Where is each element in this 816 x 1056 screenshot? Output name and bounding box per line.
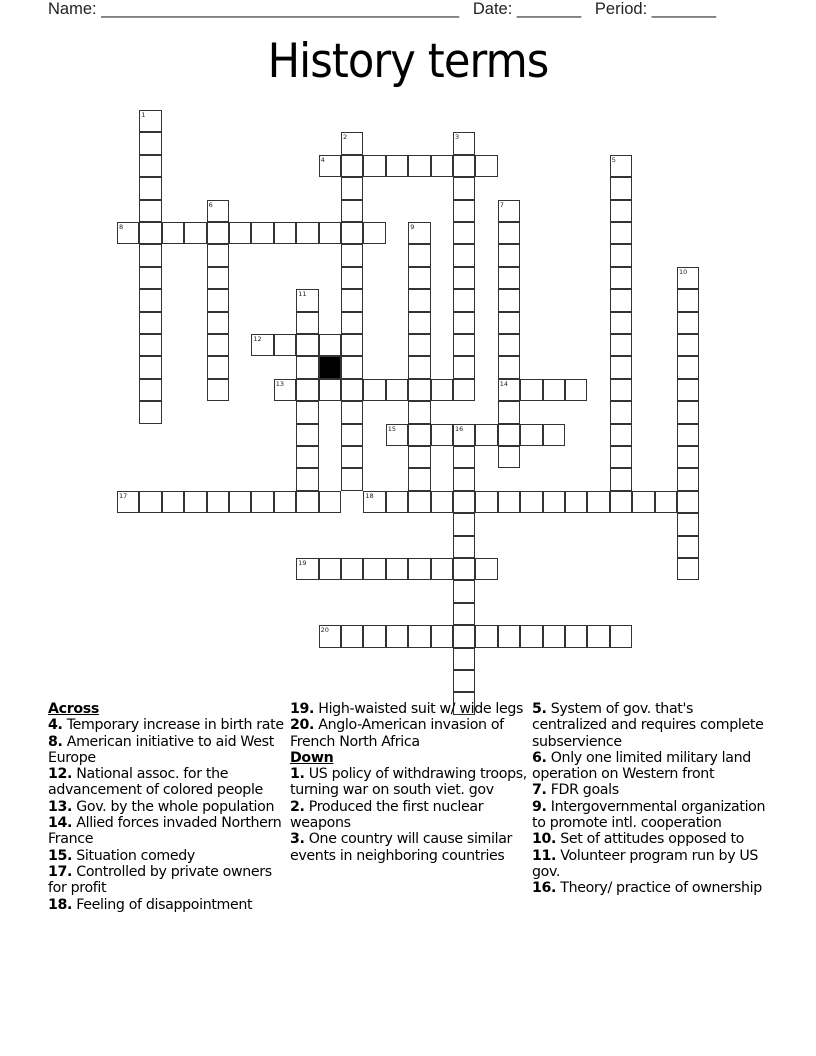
- grid-cell[interactable]: [139, 222, 161, 244]
- date-label: Date:: [472, 0, 513, 18]
- clue-text: Anglo-American invasion of French North Africa: [290, 717, 504, 750]
- grid-cell[interactable]: [319, 155, 341, 177]
- grid-cell[interactable]: [229, 491, 251, 513]
- grid-cell[interactable]: [677, 468, 699, 490]
- grid-cell[interactable]: [386, 491, 408, 513]
- grid-cell[interactable]: [498, 401, 520, 423]
- grid-cell[interactable]: [610, 200, 632, 222]
- clue-number: 10.: [532, 831, 557, 848]
- grid-cell[interactable]: [296, 491, 318, 513]
- grid-cell[interactable]: [363, 625, 385, 647]
- grid-cell[interactable]: [610, 267, 632, 289]
- grid-cell[interactable]: [408, 334, 430, 356]
- clue-number: 1.: [290, 766, 305, 783]
- grid-cell[interactable]: [274, 491, 296, 513]
- cell-number: 18: [365, 491, 374, 500]
- cell-number: 6: [208, 200, 213, 209]
- grid-cell[interactable]: [296, 468, 318, 490]
- cell-number: 10: [679, 267, 688, 276]
- grid-cell[interactable]: [453, 446, 475, 468]
- name-label: Name:: [48, 0, 97, 18]
- clue-text: Only one limited military land operation on Western front: [532, 749, 751, 783]
- grid-cell[interactable]: [431, 155, 453, 177]
- grid-cell[interactable]: [341, 200, 363, 222]
- grid-cell[interactable]: [677, 401, 699, 423]
- grid-cell[interactable]: [587, 625, 609, 647]
- grid-cell[interactable]: [610, 468, 632, 490]
- clue-number: 20.: [290, 717, 315, 734]
- clue-text: Set of attitudes opposed to: [560, 831, 745, 848]
- grid-cell[interactable]: [610, 155, 632, 177]
- grid-cell[interactable]: [408, 491, 430, 513]
- clue-text: Situation comedy: [76, 847, 195, 864]
- grid-cell[interactable]: [543, 625, 565, 647]
- grid-cell[interactable]: [677, 536, 699, 558]
- clue-text: Feeling of disappointment: [76, 896, 253, 913]
- name-field[interactable]: _______________________________________: [101, 0, 460, 18]
- clue-across-8: [48, 734, 288, 767]
- grid-cell[interactable]: [498, 244, 520, 266]
- grid-cell[interactable]: [386, 424, 408, 446]
- clue-text: Produced the first nuclear weapons: [290, 798, 484, 832]
- grid-cell[interactable]: [453, 491, 475, 513]
- grid-cell[interactable]: [655, 491, 677, 513]
- grid-cell[interactable]: [296, 289, 318, 311]
- grid-cell[interactable]: [251, 334, 273, 356]
- grid-cell[interactable]: [453, 356, 475, 378]
- clue-text: Volunteer program run by US gov.: [532, 847, 759, 880]
- grid-cell[interactable]: [319, 379, 341, 401]
- grid-cell[interactable]: [139, 356, 161, 378]
- grid-cell[interactable]: [610, 424, 632, 446]
- clue-text: Intergovernmental organization to promote intl. cooperation: [532, 798, 766, 832]
- clue-text: Allied forces invaded Northern France: [48, 815, 282, 848]
- cell-number: 15: [387, 424, 397, 433]
- clue-text: High-waisted suit w/ wide legs: [318, 701, 524, 717]
- cell-number: 11: [298, 290, 307, 299]
- grid-cell[interactable]: [408, 356, 430, 378]
- grid-cell[interactable]: [565, 625, 587, 647]
- grid-cell[interactable]: [139, 200, 161, 222]
- clue-across-4: [48, 717, 288, 733]
- grid-cell[interactable]: [386, 155, 408, 177]
- grid-cell[interactable]: [139, 155, 161, 177]
- grid-cell[interactable]: [677, 267, 699, 289]
- grid-cell[interactable]: [520, 379, 542, 401]
- grid-cell[interactable]: [431, 379, 453, 401]
- grid-cell[interactable]: [408, 424, 430, 446]
- clue-down-11: [532, 848, 772, 881]
- grid-cell[interactable]: [319, 334, 341, 356]
- grid-cell[interactable]: [498, 356, 520, 378]
- grid-cell[interactable]: [341, 468, 363, 490]
- grid-cell[interactable]: [341, 244, 363, 266]
- clue-number: 12.: [48, 766, 73, 783]
- grid-cell[interactable]: [296, 312, 318, 334]
- grid-cell[interactable]: [341, 379, 363, 401]
- grid-cell[interactable]: [341, 558, 363, 580]
- grid-cell[interactable]: [610, 244, 632, 266]
- clue-number: 6.: [532, 749, 547, 766]
- grid-cell[interactable]: [319, 625, 341, 647]
- clue-number: 9.: [532, 798, 547, 815]
- grid-cell[interactable]: [207, 267, 229, 289]
- cell-number: 3: [455, 133, 460, 142]
- clue-number: 2.: [290, 798, 305, 815]
- grid-cell[interactable]: [431, 625, 453, 647]
- grid-cell[interactable]: [229, 222, 251, 244]
- clue-across-19: [290, 701, 530, 717]
- clue-number: 18.: [48, 896, 73, 913]
- clue-down-16: [532, 880, 772, 896]
- grid-cell[interactable]: [408, 312, 430, 334]
- grid-cell[interactable]: [453, 603, 475, 625]
- grid-cell[interactable]: [453, 424, 475, 446]
- grid-cell[interactable]: [296, 446, 318, 468]
- grid-cell[interactable]: [543, 424, 565, 446]
- cell-number: 17: [119, 491, 128, 500]
- grid-cell[interactable]: [139, 334, 161, 356]
- date-field[interactable]: _______: [516, 0, 582, 18]
- grid-cell[interactable]: [341, 155, 363, 177]
- grid-cell[interactable]: [677, 289, 699, 311]
- grid-cell[interactable]: [431, 491, 453, 513]
- clue-across-14: [48, 815, 288, 848]
- clue-text: Temporary increase in birth rate: [66, 717, 284, 734]
- grid-cell[interactable]: [139, 132, 161, 154]
- grid-cell[interactable]: [341, 625, 363, 647]
- across-heading: Across: [48, 701, 99, 717]
- grid-cell[interactable]: [610, 401, 632, 423]
- grid-cell[interactable]: [453, 580, 475, 602]
- cell-number: 1: [141, 111, 146, 119]
- grid-cell[interactable]: [341, 334, 363, 356]
- grid-cell[interactable]: [274, 379, 296, 401]
- grid-cell[interactable]: [319, 491, 341, 513]
- clues-column-1: [48, 701, 288, 913]
- grid-cell[interactable]: [139, 267, 161, 289]
- grid-cell[interactable]: [587, 491, 609, 513]
- cell-number: 2: [343, 133, 348, 142]
- grid-cell[interactable]: [207, 379, 229, 401]
- down-heading: Down: [290, 749, 334, 766]
- grid-cell[interactable]: [475, 491, 497, 513]
- period-label: Period:: [594, 0, 648, 18]
- grid-cell[interactable]: [139, 312, 161, 334]
- grid-cell[interactable]: [498, 222, 520, 244]
- grid-cell[interactable]: [431, 558, 453, 580]
- grid-cell[interactable]: [610, 334, 632, 356]
- clue-across-15: [48, 848, 288, 864]
- grid-cell[interactable]: [475, 625, 497, 647]
- grid-cell[interactable]: [341, 132, 363, 154]
- grid-cell[interactable]: [207, 334, 229, 356]
- clues-column-2: [290, 701, 530, 864]
- grid-cell[interactable]: [363, 222, 385, 244]
- grid-cell[interactable]: [632, 491, 654, 513]
- grid-cell[interactable]: [498, 200, 520, 222]
- grid-cell[interactable]: [296, 401, 318, 423]
- clue-text: Controlled by private owners for profit: [48, 863, 272, 897]
- grid-cell[interactable]: [139, 289, 161, 311]
- grid-cell[interactable]: [677, 424, 699, 446]
- grid-cell[interactable]: [498, 289, 520, 311]
- grid-cell[interactable]: [139, 177, 161, 199]
- cell-number: 19: [298, 559, 307, 567]
- grid-cell[interactable]: [498, 312, 520, 334]
- clue-down-9: [532, 799, 772, 832]
- clue-text: System of gov. that's centralized and requires complete subservience: [532, 701, 764, 750]
- grid-cell[interactable]: [207, 244, 229, 266]
- clue-text: One country will cause similar events in neighboring countries: [290, 831, 513, 864]
- grid-cell[interactable]: [296, 334, 318, 356]
- clue-down-5: [532, 701, 772, 750]
- grid-cell[interactable]: [139, 379, 161, 401]
- grid-cell[interactable]: [610, 356, 632, 378]
- grid-cell[interactable]: [453, 334, 475, 356]
- grid-cell[interactable]: [610, 312, 632, 334]
- cell-number: 12: [253, 335, 262, 343]
- grid-cell[interactable]: [453, 558, 475, 580]
- cell-number: 20: [320, 626, 329, 635]
- cell-number: 7: [499, 200, 504, 209]
- grid-cell[interactable]: [341, 177, 363, 199]
- grid-cell[interactable]: [117, 491, 139, 513]
- grid-cell[interactable]: [296, 424, 318, 446]
- grid-cell[interactable]: [498, 379, 520, 401]
- grid-cell[interactable]: [139, 110, 161, 132]
- grid-cell[interactable]: [117, 222, 139, 244]
- clue-number: 15.: [48, 847, 73, 864]
- cell-number: 8: [119, 223, 124, 231]
- grid-cell[interactable]: [498, 625, 520, 647]
- clue-down-3: [290, 831, 530, 864]
- grid-cell[interactable]: [677, 558, 699, 580]
- grid-cell[interactable]: [408, 155, 430, 177]
- grid-cell[interactable]: [453, 177, 475, 199]
- clue-number: 17.: [48, 863, 73, 880]
- cell-number: 14: [499, 379, 509, 388]
- clue-text: Theory/ practice of ownership: [560, 880, 762, 897]
- grid-cell[interactable]: [408, 625, 430, 647]
- grid-cell[interactable]: [677, 334, 699, 356]
- grid-cell[interactable]: [139, 491, 161, 513]
- clue-number: 16.: [532, 880, 557, 897]
- clue-down-1: [290, 766, 530, 799]
- grid-cell[interactable]: [408, 244, 430, 266]
- clue-down-6: [532, 750, 772, 783]
- grid-cell[interactable]: [453, 267, 475, 289]
- grid-cell[interactable]: [520, 491, 542, 513]
- clue-number: 11.: [532, 847, 557, 864]
- grid-cell[interactable]: [677, 491, 699, 513]
- grid-cell[interactable]: [408, 222, 430, 244]
- grid-cell[interactable]: [207, 312, 229, 334]
- grid-cell[interactable]: [453, 132, 475, 154]
- grid-cell[interactable]: [453, 513, 475, 535]
- grid-cell[interactable]: [475, 558, 497, 580]
- grid-cell[interactable]: [677, 513, 699, 535]
- grid-cell[interactable]: [475, 424, 497, 446]
- grid-cell[interactable]: [453, 625, 475, 647]
- grid-cell[interactable]: [610, 289, 632, 311]
- clue-number: 5.: [532, 701, 547, 717]
- grid-cell[interactable]: [386, 379, 408, 401]
- grid-cell[interactable]: [341, 446, 363, 468]
- grid-cell[interactable]: [408, 468, 430, 490]
- grid-cell[interactable]: [207, 491, 229, 513]
- grid-cell[interactable]: [610, 491, 632, 513]
- grid-cell[interactable]: [341, 356, 363, 378]
- grid-cell[interactable]: [498, 267, 520, 289]
- grid-cell[interactable]: [408, 289, 430, 311]
- grid-cell[interactable]: [610, 446, 632, 468]
- grid-cell[interactable]: [453, 312, 475, 334]
- grid-cell[interactable]: [453, 289, 475, 311]
- clue-text: FDR goals: [550, 782, 619, 799]
- grid-cell[interactable]: [520, 625, 542, 647]
- cell-number: 16: [455, 424, 464, 433]
- grid-cell[interactable]: [498, 424, 520, 446]
- clue-number: 7.: [532, 782, 547, 799]
- grid-cell[interactable]: [296, 379, 318, 401]
- grid-cell[interactable]: [341, 424, 363, 446]
- clue-text: Gov. by the whole population: [76, 798, 275, 815]
- grid-cell[interactable]: [363, 491, 385, 513]
- grid-cell[interactable]: [453, 155, 475, 177]
- clue-across-20: [290, 717, 530, 750]
- grid-cell[interactable]: [498, 446, 520, 468]
- grid-cell[interactable]: [162, 491, 184, 513]
- grid-cell[interactable]: [498, 334, 520, 356]
- grid-cell[interactable]: [453, 648, 475, 670]
- grid-cell[interactable]: [431, 424, 453, 446]
- grid-cell[interactable]: [543, 379, 565, 401]
- grid-cell[interactable]: [677, 356, 699, 378]
- cell-number: 4: [320, 155, 325, 164]
- clue-across-17: [48, 864, 288, 897]
- grid-cell[interactable]: [296, 558, 318, 580]
- grid-cell[interactable]: [274, 222, 296, 244]
- grid-cell[interactable]: [677, 312, 699, 334]
- clue-number: 3.: [290, 831, 305, 848]
- cell-number: 9: [410, 223, 415, 231]
- clue-across-13: [48, 799, 288, 815]
- grid-cell[interactable]: [610, 625, 632, 647]
- grid-cell[interactable]: [296, 222, 318, 244]
- clue-number: 8.: [48, 733, 63, 750]
- clue-number: 14.: [48, 815, 73, 832]
- clue-down-2: [290, 799, 530, 832]
- grid-cell[interactable]: [408, 267, 430, 289]
- grid-cell[interactable]: [453, 670, 475, 692]
- grid-cell[interactable]: [184, 491, 206, 513]
- grid-cell[interactable]: [162, 222, 184, 244]
- grid-cell[interactable]: [341, 312, 363, 334]
- grid-cell[interactable]: [565, 491, 587, 513]
- grid-cell[interactable]: [610, 222, 632, 244]
- grid-cell[interactable]: [610, 177, 632, 199]
- grid-cell[interactable]: [139, 244, 161, 266]
- grid-cell[interactable]: [543, 491, 565, 513]
- clue-number: 4.: [48, 717, 63, 734]
- grid-cell[interactable]: [386, 625, 408, 647]
- grid-cell[interactable]: [251, 491, 273, 513]
- grid-cell[interactable]: [363, 155, 385, 177]
- grid-cell[interactable]: [139, 401, 161, 423]
- grid-cell[interactable]: [408, 558, 430, 580]
- grid-cell[interactable]: [341, 267, 363, 289]
- clue-text: American initiative to aid West Europe: [48, 733, 274, 766]
- grid-cell[interactable]: [251, 222, 273, 244]
- grid-cell[interactable]: [453, 222, 475, 244]
- grid-cell[interactable]: [207, 356, 229, 378]
- grid-cell[interactable]: [453, 244, 475, 266]
- grid-cell[interactable]: [498, 491, 520, 513]
- clue-down-10: [532, 831, 772, 847]
- clues-column-3: [532, 701, 772, 897]
- grid-cell[interactable]: [453, 468, 475, 490]
- clue-across-18: [48, 897, 288, 913]
- clue-text: National assoc. for the advancement of colored people: [48, 766, 263, 799]
- period-field[interactable]: _______: [651, 0, 717, 18]
- grid-cell[interactable]: [363, 379, 385, 401]
- page-title: History terms: [267, 34, 549, 89]
- grid-cell[interactable]: [520, 424, 542, 446]
- grid-cell[interactable]: [453, 200, 475, 222]
- grid-cell[interactable]: [408, 446, 430, 468]
- grid-cell[interactable]: [363, 558, 385, 580]
- grid-cell[interactable]: [408, 379, 430, 401]
- grid-cell[interactable]: [207, 200, 229, 222]
- grid-cell[interactable]: [184, 222, 206, 244]
- grid-cell[interactable]: [453, 379, 475, 401]
- clue-across-12: [48, 766, 288, 799]
- cell-number: 13: [275, 379, 285, 388]
- grid-cell[interactable]: [408, 401, 430, 423]
- grid-cell[interactable]: [453, 536, 475, 558]
- grid-cell[interactable]: [341, 222, 363, 244]
- cell-number: 5: [611, 155, 616, 164]
- grid-cell[interactable]: [207, 222, 229, 244]
- grid-cell[interactable]: [274, 334, 296, 356]
- grid-cell[interactable]: [610, 379, 632, 401]
- grid-cell[interactable]: [341, 289, 363, 311]
- grid-cell[interactable]: [207, 289, 229, 311]
- grid-cell[interactable]: [677, 446, 699, 468]
- clue-number: 19.: [290, 701, 315, 717]
- grid-cell[interactable]: [319, 222, 341, 244]
- clue-text: US policy of withdrawing troops, turning war on south viet. gov: [290, 766, 527, 799]
- grid-cell[interactable]: [296, 356, 318, 378]
- grid-cell[interactable]: [319, 558, 341, 580]
- grid-cell[interactable]: [386, 558, 408, 580]
- grid-cell[interactable]: [677, 379, 699, 401]
- grid-cell[interactable]: [565, 379, 587, 401]
- grid-cell[interactable]: [475, 155, 497, 177]
- clue-number: 13.: [48, 798, 73, 815]
- black-cell: [319, 356, 341, 378]
- clue-down-7: [532, 782, 772, 798]
- grid-cell[interactable]: [341, 401, 363, 423]
